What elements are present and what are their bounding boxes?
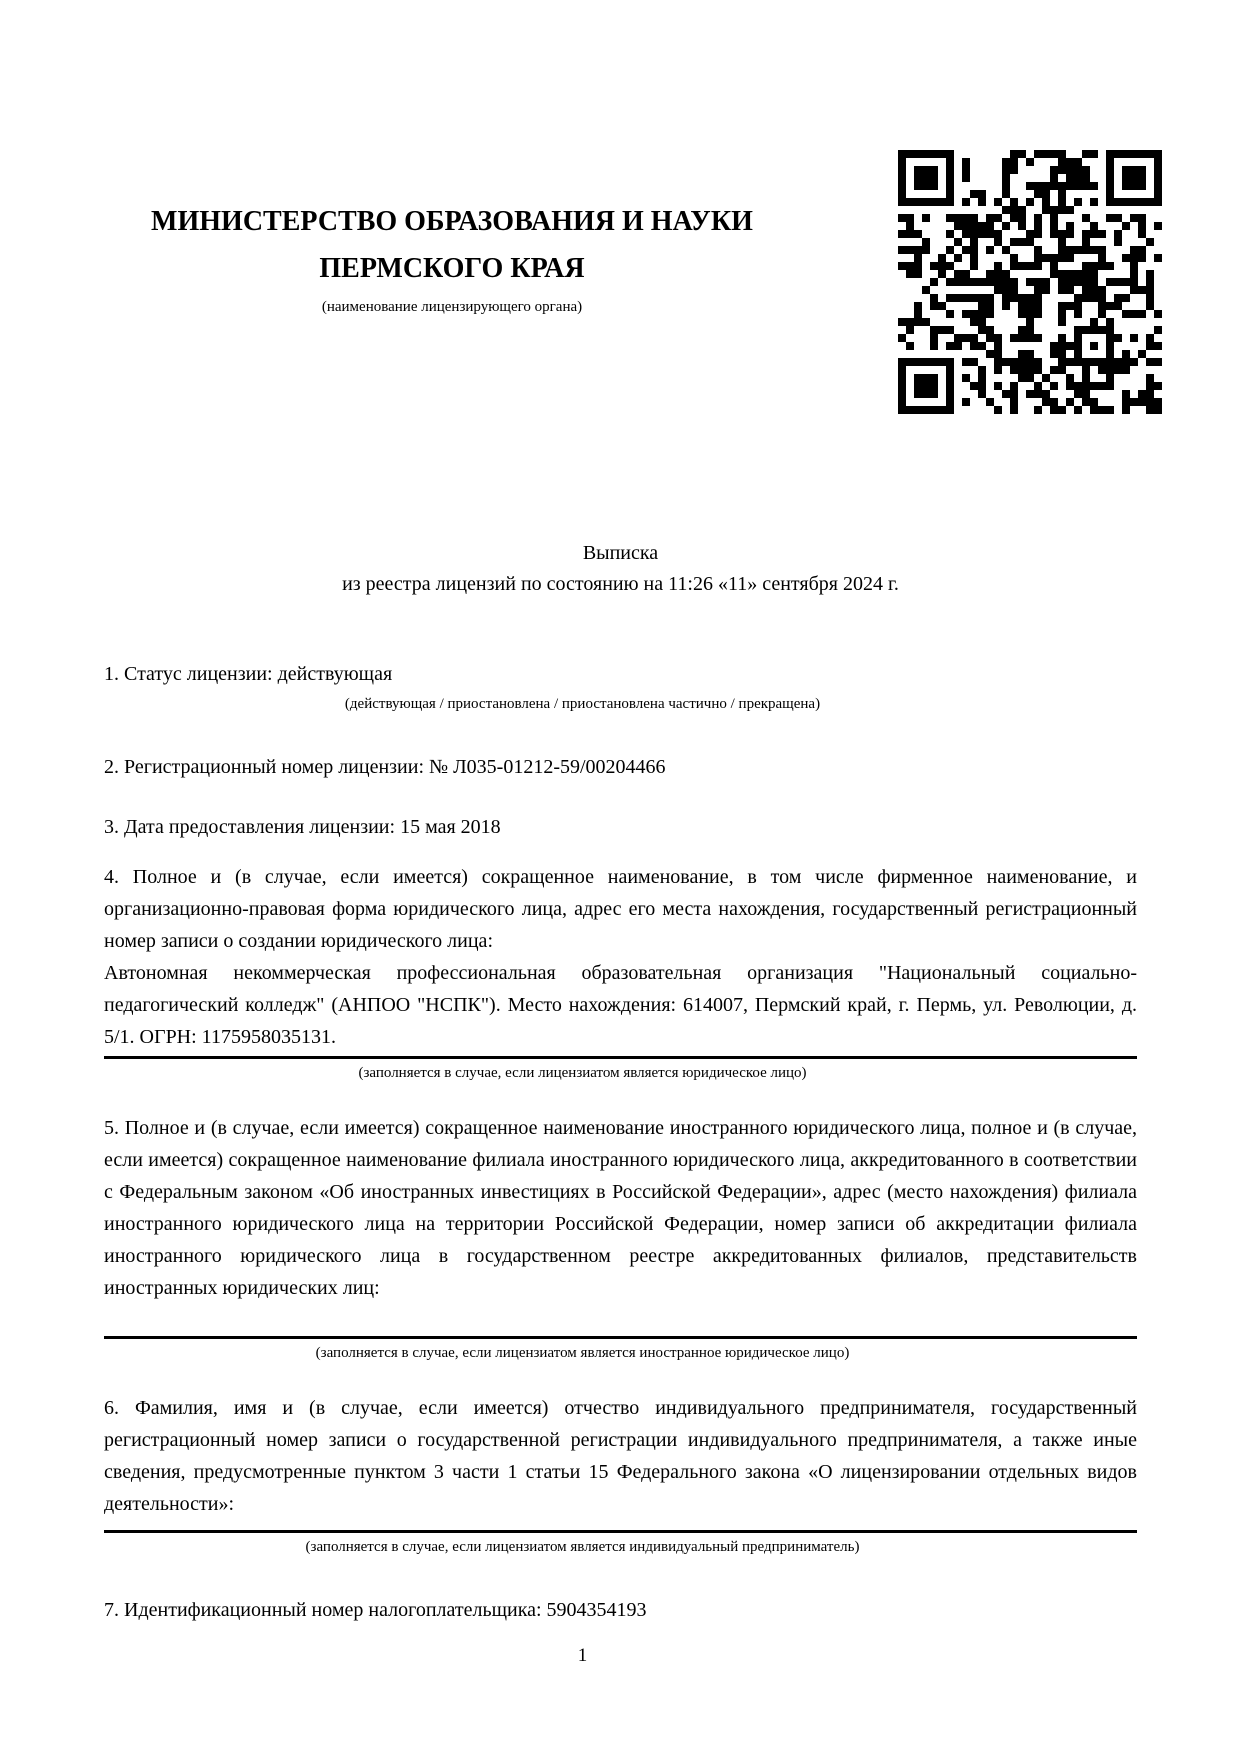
legal-entity-value: Автономная некоммерческая профессиональная образовательная организация "Национальный социально-педагогический колледж" (АНПОО "НСПК"). Место нахождения: 614007, Пермский край, г. Пермь, ул. Революции, д. 5/1. ОГРН: 1175958035131. xyxy=(104,962,1137,1048)
legal-entity-paragraph: 4. Полное и (в случае, если имеется) сокращенное наименование, в том числе фирменное наименование, и организационно-правовая форма юридического лица, адрес его места нахождения, государственный регистрационный номер записи о создании юридического лица: xyxy=(104,866,1137,952)
document-title xyxy=(104,538,1137,600)
document-title-line1: Выписка xyxy=(582,542,659,564)
ministry-name-line1: МИНИСТЕРСТВО ОБРАЗОВАНИЯ И НАУКИ xyxy=(151,206,753,237)
foreign-entity-paragraph: 5. Полное и (в случае, если имеется) сокращенное наименование иностранного юридического лица, полное и (в случае, если имеется) сокращенное наименование филиала иностранного юридического лица, аккредитованного в соответствии с Федеральным законом «Об иностранных инвестициях в Российской Федерации», адрес (место нахождения) филиала иностранного юридического лица на территории Российской Федерации, номер записи об аккредитации филиала иностранного юридического лица в государственном реестре аккредитованных филиалов, представительств иностранных юридических лиц: xyxy=(104,1117,1137,1299)
ministry-name-line2: ПЕРМСКОГО КРАЯ xyxy=(319,253,585,284)
document-body xyxy=(104,0,1137,1626)
foreign-entity-caption: (заполняется в случае, если лицензиатом является иностранное юридическое лицо) xyxy=(315,1345,850,1361)
registration-number-line: 2. Регистрационный номер лицензии: № Л035-01212-59/00204466 xyxy=(104,756,666,778)
license-status-caption: (действующая / приостановлена / приостановлена частично / прекращена) xyxy=(344,696,821,712)
license-date-line: 3. Дата предоставления лицензии: 15 мая 2018 xyxy=(104,816,501,838)
entrepreneur-paragraph: 6. Фамилия, имя и (в случае, если имеется) отчество индивидуального предпринимателя, государственный регистрационный номер записи о государственной регистрации индивидуального предпринимателя, а также иные сведения, предусмотренные пунктом 3 части 1 статьи 15 Федерального закона «О лицензировании отдельных видов деятельности»: xyxy=(104,1397,1137,1515)
taxpayer-number-line: 7. Идентификационный номер налогоплательщика: 5904354193 xyxy=(104,1599,647,1621)
legal-entity-caption: (заполняется в случае, если лицензиатом является юридическое лицо) xyxy=(358,1065,807,1081)
licensing-authority-caption: (наименование лицензирующего органа) xyxy=(321,299,583,315)
document-title-line2: из реестра лицензий по состоянию на 11:26 «11» сентября 2024 г. xyxy=(342,573,899,595)
license-status-line: 1. Статус лицензии: действующая xyxy=(104,663,393,685)
page-number: 1 xyxy=(577,1645,588,1666)
entrepreneur-caption: (заполняется в случае, если лицензиатом является индивидуальный предприниматель) xyxy=(305,1539,860,1555)
